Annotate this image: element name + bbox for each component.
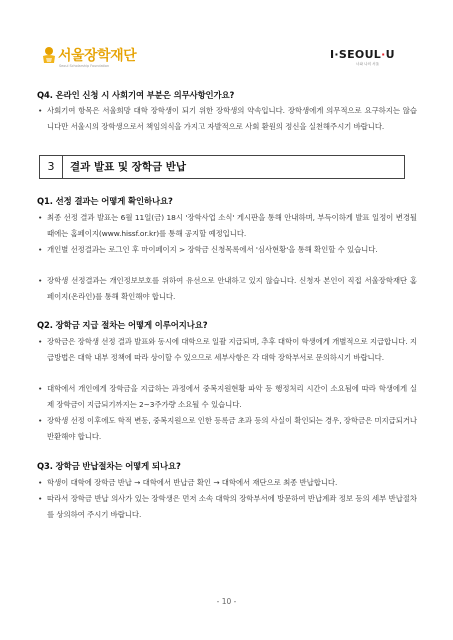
bullet-icon: • — [38, 276, 43, 285]
q2-bullet-1: • 장학금은 장학생 선정 결과 발표와 동시에 대학으로 일괄 지급되며, 추후 대학이 학생에게 개별적으로 지급합니다. 지급방법은 대학 내부 정책에 따라 상이할 수 있으므로 세부사항은 각 대학 장학부서로 문의하시기 바랍니다. — [37, 334, 417, 365]
i-seoul-u-logo — [330, 48, 420, 68]
q1-bullet-3: • 장학생 선정결과는 개인정보보호를 위하여 유선으로 안내하고 있지 않습니다. 신청자 본인이 직접 서울장학재단 홈페이지(온라인)를 통해 확인해야 합니다. — [37, 273, 417, 304]
q1-title: Q1. 선정 결과는 어떻게 확인하나요? — [37, 196, 173, 206]
q1-bullet-2: • 개인별 선정결과는 로그인 후 마이페이지 > 장학금 신청목록에서 '심사현황'을 통해 확인할 수 있습니다. — [37, 242, 417, 258]
q4-title: Q4. 온라인 신청 시 사회기여 부분은 의무사항인가요? — [37, 90, 235, 100]
q3-bullet-1: • 학생이 대학에 장학금 반납 → 대학에서 반납금 확인 → 대학에서 재단으로 최종 반납합니다. — [37, 475, 417, 491]
q1-bullet-1: • 최종 선정 결과 발표는 6월 11일(금) 18시 '장학사업 소식' 게시판을 통해 안내하며, 부득이하게 발표 일정이 변경될 때에는 홈페이지(www.hissf.or.kr)를 통해 공지할 예정입니다. — [37, 210, 417, 241]
section-header — [39, 155, 405, 179]
bullet-icon: • — [38, 245, 43, 254]
seoul-scholarship-logo — [42, 44, 162, 72]
bullet-icon: • — [38, 478, 43, 487]
q2-title: Q2. 장학금 지급 절차는 어떻게 이루어지나요? — [37, 320, 208, 330]
bullet-icon: • — [38, 384, 43, 393]
bullet-icon: • — [38, 416, 43, 425]
i-seoul-u-subtitle: 너와 나의 서울 — [356, 62, 380, 66]
section-number: 3 — [40, 156, 63, 178]
q2-bullet-2: • 대학에서 개인에게 장학금을 지급하는 과정에서 중복지원현황 파악 등 행정처리 시간이 소요됨에 따라 학생에게 실제 장학금이 지급되기까지는 2~3주가량 소요될 수 있습니다. — [37, 381, 417, 412]
q3-bullet-2: • 따라서 장학금 반납 의사가 있는 장학생은 먼저 소속 대학의 장학부서에 방문하여 반납계좌 정보 등의 세부 반납절차를 상의하여 주시기 바랍니다. — [37, 491, 417, 522]
page-header — [0, 0, 453, 80]
logo-text: 서울장학재단 — [58, 48, 137, 64]
i-seoul-u-text: I·SEOUL·U — [330, 48, 395, 61]
q3-title: Q3. 장학금 반납절차는 어떻게 되나요? — [37, 461, 181, 471]
section-title: 결과 발표 및 장학금 반납 — [70, 161, 187, 173]
bullet-icon: • — [38, 213, 43, 222]
page-number: - 10 - — [216, 597, 237, 606]
logo-subtitle: Seoul Scholarship Foundation — [59, 64, 110, 68]
logo-mark-icon — [42, 46, 56, 64]
bullet-icon: • — [38, 337, 43, 346]
q2-bullet-3: • 장학생 선정 이후에도 학적 변동, 중복지원으로 인한 등록금 초과 등의 사실이 확인되는 경우, 장학금은 미지급되거나 반환해야 합니다. — [37, 413, 417, 444]
bullet-icon: • — [38, 106, 43, 115]
q4-bullet-1: • 사회기여 항목은 서울희망 대학 장학생이 되기 위한 장학생의 약속입니다. 장학생에게 의무적으로 요구하지는 않습니다만 서울시의 장학생으로서 책임의식을 가지고 자발적으로 사회 환원의 정신을 실천해주시기 바랍니다. — [37, 103, 417, 134]
bullet-icon: • — [38, 494, 43, 503]
